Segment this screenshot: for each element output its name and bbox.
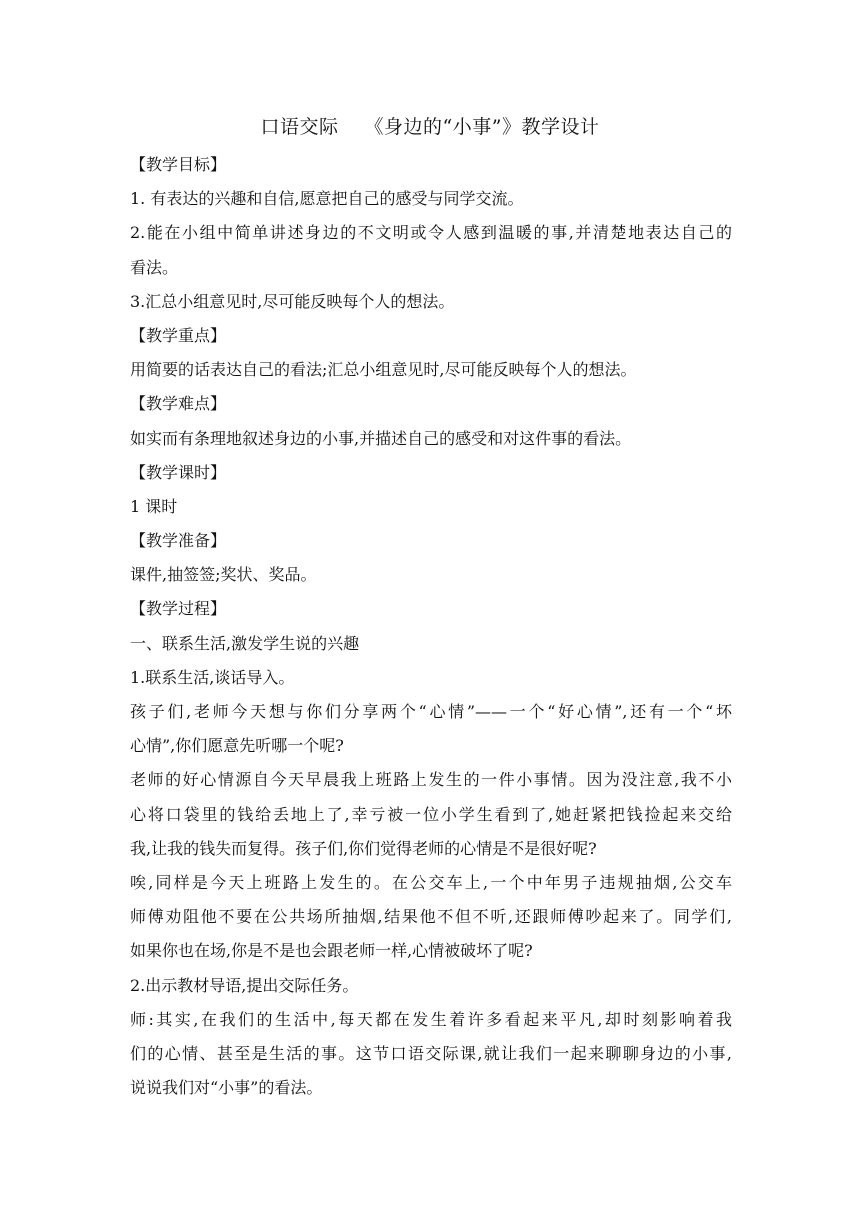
section-heading-preparation: 【教学准备】 [130, 531, 227, 551]
section-heading-class-hours: 【教学课时】 [130, 462, 227, 482]
paragraph-3-line-3: 如果你也在场,你是不是也会跟老师一样,心情被破坏了呢? [130, 941, 533, 961]
difficulties-text: 如实而有条理地叙述身边的小事,并描述自己的感受和对这件事的看法。 [130, 428, 632, 448]
class-hours-text: 1 课时 [130, 496, 178, 516]
section-heading-objectives: 【教学目标】 [130, 155, 227, 174]
section-heading-key-points: 【教学重点】 [130, 325, 227, 345]
process-step-1-heading: 一、联系生活,激发学生说的兴趣 [130, 633, 360, 653]
process-substep-1: 1.联系生活,谈话导入。 [130, 667, 295, 687]
objective-1: 1. 有表达的兴趣和自信,愿意把自己的感受与同学交流。 [130, 189, 524, 209]
document-body [130, 148, 732, 1105]
preparation-text: 课件,抽签签;奖状、奖品。 [130, 565, 317, 585]
paragraph-2-line-1: 老师的好心情源自今天早晨我上班路上发生的一件小事情。因为没注意,我不小 [130, 770, 732, 790]
objective-3: 3.汇总小组意见时,尽可能反映每个人的想法。 [130, 291, 455, 311]
objective-2-line-1: 2.能在小组中简单讲述身边的不文明或令人感到温暖的事,并清楚地表达自己的 [130, 223, 732, 243]
section-heading-process: 【教学过程】 [130, 599, 227, 619]
paragraph-4-line-2: 们的心情、甚至是生活的事。这节口语交际课,就让我们一起来聊聊身边的小事, [130, 1043, 732, 1063]
process-substep-2: 2.出示教材导语,提出交际任务。 [130, 975, 359, 995]
paragraph-3-line-2: 师傅劝阻他不要在公共场所抽烟,结果他不但不听,还跟师傅吵起来了。同学们, [130, 907, 732, 927]
document-title: 口语交际 《身边的“小事”》教学设计 [260, 116, 600, 138]
paragraph-4-line-1: 师:其实,在我们的生活中,每天都在发生着许多看起来平凡,却时刻影响着我 [130, 1009, 732, 1029]
paragraph-3-line-1: 唉,同样是今天上班路上发生的。在公交车上,一个中年男子违规抽烟,公交车 [130, 872, 732, 892]
section-heading-difficulties: 【教学难点】 [130, 394, 227, 414]
paragraph-2-line-2: 心将口袋里的钱给丢地上了,幸亏被一位小学生看到了,她赶紧把钱捡起来交给 [130, 804, 732, 824]
paragraph-2-line-3: 我,让我的钱失而复得。孩子们,你们觉得老师的心情是不是很好呢? [130, 838, 597, 858]
paragraph-1-line-1: 孩子们,老师今天想与你们分享两个“心情”——一个“好心情”,还有一个“坏 [130, 702, 732, 721]
paragraph-4-line-3: 说说我们对“小事”的看法。 [130, 1078, 323, 1098]
key-points-text: 用简要的话表达自己的看法;汇总小组意见时,尽可能反映每个人的想法。 [130, 360, 637, 380]
objective-2-line-2: 看法。 [130, 257, 179, 277]
paragraph-1-line-2: 心情”,你们愿意先听哪一个呢? [130, 736, 344, 756]
